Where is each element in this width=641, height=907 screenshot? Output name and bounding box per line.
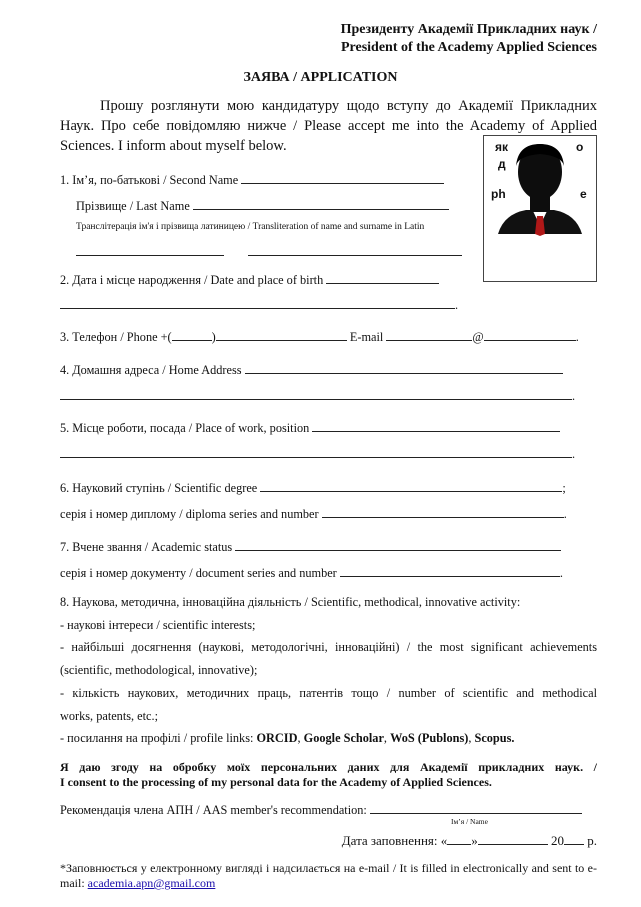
intro-text: Прошу розглянути мою кандидатуру щодо вступу до Академії Прикладних Наук. Про себе повідомляю нижче / Please accept me into the Academy of Applied Sciences. I inform about myself below.: [60, 98, 597, 154]
photo-caption-3: ph: [491, 187, 506, 201]
second-name-input[interactable]: [241, 172, 444, 184]
activity-publications-2: works, patents, etc.;: [60, 709, 159, 723]
field-transliteration-label: Транслітерація ім'я і прізвища латиницею / Transliteration of name and surname in Latin: [76, 222, 425, 232]
field-fill-date: [342, 833, 597, 849]
workplace-input-line-2[interactable]: [60, 446, 572, 458]
field-phone-email: 3. Телефон / Phone +( ) E-mail @ .: [60, 330, 579, 344]
email-at: @: [472, 330, 484, 344]
silhouette-icon: [484, 136, 596, 281]
academic-status-input[interactable]: [235, 539, 561, 551]
field-second-name: [60, 172, 444, 188]
field-home-address: [60, 362, 563, 378]
phone-paren: ): [211, 330, 216, 344]
email-user-input[interactable]: [386, 329, 472, 341]
recommendation-input[interactable]: [370, 802, 582, 814]
google-scholar-label: Google Scholar: [303, 731, 384, 745]
field-activity: 8. Наукова, методична, інноваційна діяльність / Scientific, methodical, innovative activity:: [60, 595, 521, 609]
header-line-1: Президенту Академії Прикладних наук /: [340, 22, 597, 37]
field-academic-status: [60, 539, 561, 555]
form-title: ЗАЯВА / APPLICATION: [243, 70, 398, 85]
photo-placeholder[interactable]: [483, 135, 597, 282]
date-day-input[interactable]: [447, 833, 471, 845]
consent-line-2: I consent to the processing of my personal data for the Academy of Applied Sciences.: [60, 775, 492, 789]
activity-publications: - кількість наукових, методичних праць, патентів тощо / number of scientific and methodical: [60, 686, 597, 700]
phone-code-input[interactable]: [172, 329, 212, 341]
photo-caption-2: д: [498, 157, 506, 171]
field-home-address-continued: .: [60, 388, 575, 404]
activity-achievements: - найбільші досягнення (наукові, методологічні, інноваційні) / the most significant achievements: [60, 640, 597, 654]
field-birth-label: 2. Дата і місце народження / Date and place of birth: [60, 273, 327, 287]
field-birth-continued: .: [60, 297, 458, 313]
field-last-name: [76, 198, 449, 214]
home-address-input[interactable]: [245, 362, 563, 374]
photo-caption-1: як: [495, 140, 509, 154]
field-document-label: серія і номер документу / document series and number: [60, 566, 340, 580]
field-scientific-degree-label: 6. Науковий ступінь / Scientific degree: [60, 481, 261, 495]
footer-email-link[interactable]: academia.apn@gmail.com: [87, 876, 216, 890]
field-home-address-label: 4. Домашня адреса / Home Address: [60, 363, 245, 377]
activity-achievements-2: (scientific, methodological, innovative);: [60, 663, 258, 677]
birth-input[interactable]: [326, 272, 439, 284]
field-transliteration: [76, 243, 462, 261]
activity-interests: - наукові інтереси / scientific interests;: [60, 618, 256, 632]
scopus-label: Scopus: [474, 731, 512, 745]
photo-caption-3b: e: [580, 187, 587, 201]
consent-statement: [60, 760, 597, 790]
wos-label: WoS (Publons): [390, 731, 469, 745]
email-domain-input[interactable]: [484, 329, 576, 341]
date-quote: »: [471, 833, 478, 848]
field-last-name-label: Прізвище / Last Name: [76, 199, 193, 213]
recommendation-label: Рекомендація члена АПН / AAS member's recommendation:: [60, 803, 370, 817]
recommendation-name-hint: Ім’я / Name: [451, 817, 488, 826]
profile-links-label: - посилання на профілі / profile links:: [60, 731, 257, 745]
activity-profile-links: - посилання на профілі / profile links: ORCID, Google Scholar, WoS (Publons), Scopus.: [60, 731, 515, 745]
date-year-prefix: 20: [547, 833, 564, 848]
phone-input[interactable]: [216, 329, 347, 341]
field-diploma: серія і номер диплому / diploma series and number .: [60, 507, 567, 521]
field-workplace-continued: .: [60, 446, 575, 462]
date-label: Дата заповнення: «: [341, 833, 448, 848]
transliteration-name-input[interactable]: [76, 244, 224, 256]
birth-input-line-2[interactable]: [60, 297, 455, 309]
field-diploma-label: серія і номер диплому / diploma series and number: [60, 507, 322, 521]
date-month-input[interactable]: [478, 833, 548, 845]
date-year-input[interactable]: [564, 833, 584, 845]
footer-text: *Заповнюється у електронному вигляді і надсилається на e-mail / It is filled in electronically and sent to e-mail:: [60, 861, 597, 890]
footer-note: [60, 861, 597, 891]
orcid-label: ORCID: [256, 731, 298, 745]
field-academic-status-label: 7. Вчене звання / Academic status: [60, 540, 236, 554]
photo-caption-1b: о: [576, 140, 584, 154]
scientific-degree-input[interactable]: [260, 480, 562, 492]
header-line-2: President of the Academy Applied Sciences: [340, 40, 597, 55]
transliteration-surname-input[interactable]: [248, 244, 462, 256]
field-workplace-label: 5. Місце роботи, посада / Place of work, position: [60, 421, 313, 435]
field-recommendation: [60, 802, 582, 818]
field-workplace: [60, 420, 560, 436]
field-email-label: E-mail: [346, 330, 387, 344]
field-second-name-label: 1. Ім’я, по-батькові / Second Name: [60, 173, 242, 187]
document-input[interactable]: [340, 565, 560, 577]
field-scientific-degree: 6. Науковий ступінь / Scientific degree ;: [60, 481, 566, 495]
consent-line-1: Я даю згоду на обробку моїх персональних даних для Академії прикладних наук. /: [60, 760, 597, 774]
field-phone-label: 3. Телефон / Phone +(: [60, 330, 172, 344]
last-name-input[interactable]: [193, 198, 449, 210]
field-birth: [60, 272, 439, 288]
workplace-input[interactable]: [312, 420, 560, 432]
date-suffix: р.: [584, 833, 597, 848]
home-address-input-line-2[interactable]: [60, 388, 572, 400]
diploma-input[interactable]: [322, 506, 564, 518]
field-document: серія і номер документу / document series and number .: [60, 566, 563, 580]
